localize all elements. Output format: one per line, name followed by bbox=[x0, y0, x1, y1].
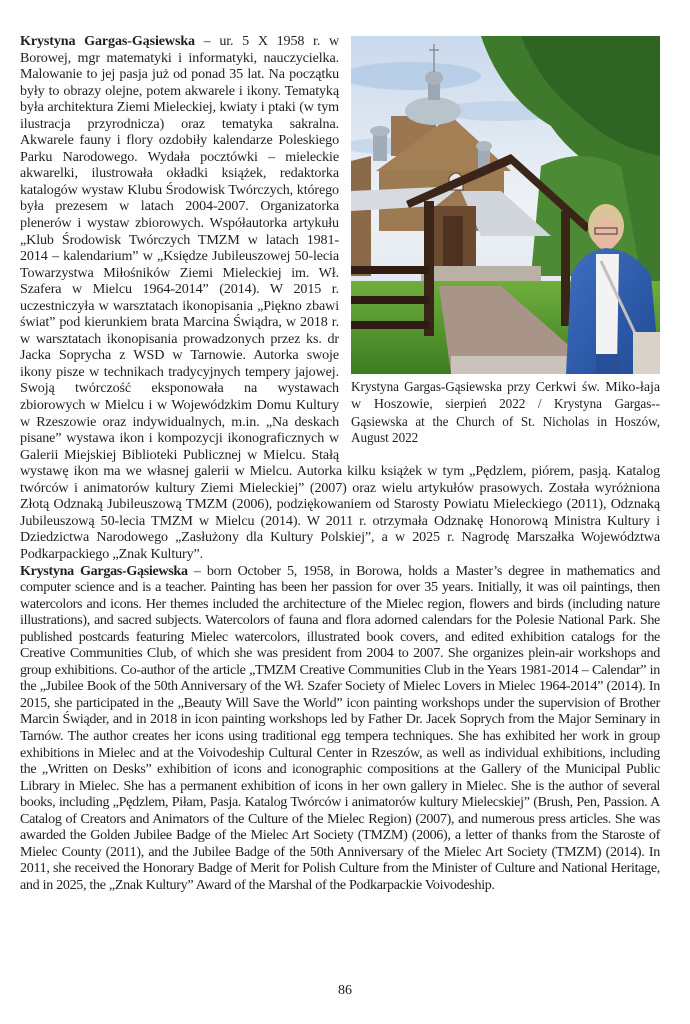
english-bio-text: – born October 5, 1958, in Borowa, holds a Master’s degree in mathematics and computer science and is a teacher. Painting has been her passion for over 35 years. Initially, it was oil paintings, then watercolors and icons. Her themes included the architecture of the Mielec region, flowers and birds (including nature illustrations), and sacred subjects. Watercolors of fauna and flora adorned calendars for the Polesie National Park. She published postcards featuring Mielec watercolors, illustrated book covers, and edited exhibition catalogs for the Creative Communities Club, of which she was president from 2004 to 2007. She organizes plein-air workshops and group exhibitions. Co-author of the article „TMZM Creative Communities Club in the Years 1981-2014 – Calendar” in the „Jubilee Book of the 50th Anniversary of the Wł. Szafer Society of Mielec Lovers in Mielec 1964-2014” (2014). In 2015, she participated in the „Beauty Will Save the World” icon painting workshops under the supervision of Brother Marcin Świąder, and in 2018 in icon painting workshops led by Father Dr. Jacek Soprych from the Major Seminary in Tarnów. The author creates her icons using traditional egg tempera techniques. She has exhibited her work in group exhibitions in Mielec and at the Voivodeship Cultural Center in Rzeszów, as well as individual exhibitions, including the „Written on Desks” exhibition of icons and iconographic compositions at the Gallery of the Municipal Public Library in Mielec. She has a permanent exhibition of icons in her own gallery in Mielec. She is the author of several books, including „Pędzlem, Piłam, Pasja. Katalog Twórców i animatorów kultury Mielecskiej” (Brush, Pen, Passion. A Catalog of Creators and Animators of the Culture of the Mielec Region) (2007), and numerous press articles. She was awarded the Golden Jubilee Badge of the Mielec Art Society (TMZM) (2006), a letter of thanks from the Staroste of Mielec County (2011), and the Jubilee Badge of the 50th Anniversary of the Mielec Art Society (TMZM) (2014). In 2011, she received the Honorary Badge of Merit for Polish Culture from the Minister of Culture and National Heritage, and in 2025, the „Znak Kultury” Award of the Marshal of the Podkarpackie Voivodeship. bbox=[20, 562, 660, 893]
page-number: 86 bbox=[338, 983, 352, 998]
polish-bio-name: Krystyna Gargas-Gąsiewska bbox=[20, 33, 195, 49]
caption-text-end: , sierpień 2022 / Krystyna Gargas--Gąsiewska at the Church of St. Nicholas in Hoszów, August 2022 bbox=[351, 396, 660, 445]
page-body bbox=[20, 33, 660, 893]
caption-location: Cerkwi św. Miko-łaja w Hoszowie bbox=[351, 380, 661, 413]
english-biography bbox=[20, 563, 660, 894]
caption-text-start: Krystyna Gargas-Gąsiewska przy bbox=[351, 379, 536, 394]
church-photo bbox=[351, 36, 660, 374]
polish-bio-text: – ur. 5 X 1958 r. w Borowej, mgr matematyki i informatyki, nauczycielka. Malowanie to jej pasja już od ponad 35 lat. Na początku były to obrazy olejne, potem akwarele i ikony. Tematyką była architektura Ziemi Mieleckiej, kwiaty i ptaki (w tym ilustracja przyrodnicza) oraz tematyka sakralna. Akwarele fauny i flory ozdobiły kalendarze Poleskiego Parku Narodowego. Wydała pocztówki – mieleckie akwarelki, ilustrowała okładki książek, redaktorka katalogów wystaw Klubu Środowisk Twórczych, którego była prezesem w latach 2004-2007. Organizatorka plenerów i wystaw zbiorowych. Współautorka artykułu „Klub Środowisk Twórczych TMZM w latach 1981-2014 – kalendarium” w „Księdze Jubileuszowej 50-lecia Towarzystwa Miłośników Ziemi Mieleckiej im. Wł. Szafera w Mielcu 1964-2014” (2014). W 2015 r. uczestniczyła w warsztatach ikonopisania „Piękno zbawi świat” pod kierunkiem brata Marcina Świądra, w 2018 r. w warsztatach ikonopisania prowadzonych przez ks. dr Jacka Soprycha z WSD w Tarnowie. Autorka swoje ikony pisze w technikach tradycyjnych tempery jajowej. Swoją twórczość eksponowała na wystawach zbiorowych w Mielcu i w Wojewódzkim Domu Kultury w Rzeszowie oraz indywidualnych, m.in. „Na deskach pisane” wystawa ikon i kompozycji ikonograficznych w Galerii Miejskiej Biblioteki Publicznej w Mielcu. Stałą wystawę ikon ma we własnej galerii w Mielcu. Autorka kilku książek w tym „Pędzlem, piórem, pasją. Katalog twórców i animatorów kultury Ziemi Mieleckiej” (2007) oraz wielu artykułów prasowych. Została wyróżniona Złotą Odznaką Jubileuszową TMZM (2006), podziękowaniem od Starosty Powiatu Mieleckiego (2011), Odznaką Jubileuszową 50-lecia TMZM w Mielcu (2014). W 2011 r. otrzymała Odznakę Honorową Ministra Kultury i Dziedzictwa Narodowego „Zasłużony dla Kultury Polskiej”, a w 2025 r. Nagrodę Marszałka Województwa Podkarpackiego „Znak Kultury”. bbox=[20, 33, 660, 562]
photo-caption bbox=[351, 379, 660, 446]
english-bio-name: Krystyna Gargas-Gąsiewska bbox=[20, 562, 188, 579]
figure bbox=[351, 36, 660, 446]
